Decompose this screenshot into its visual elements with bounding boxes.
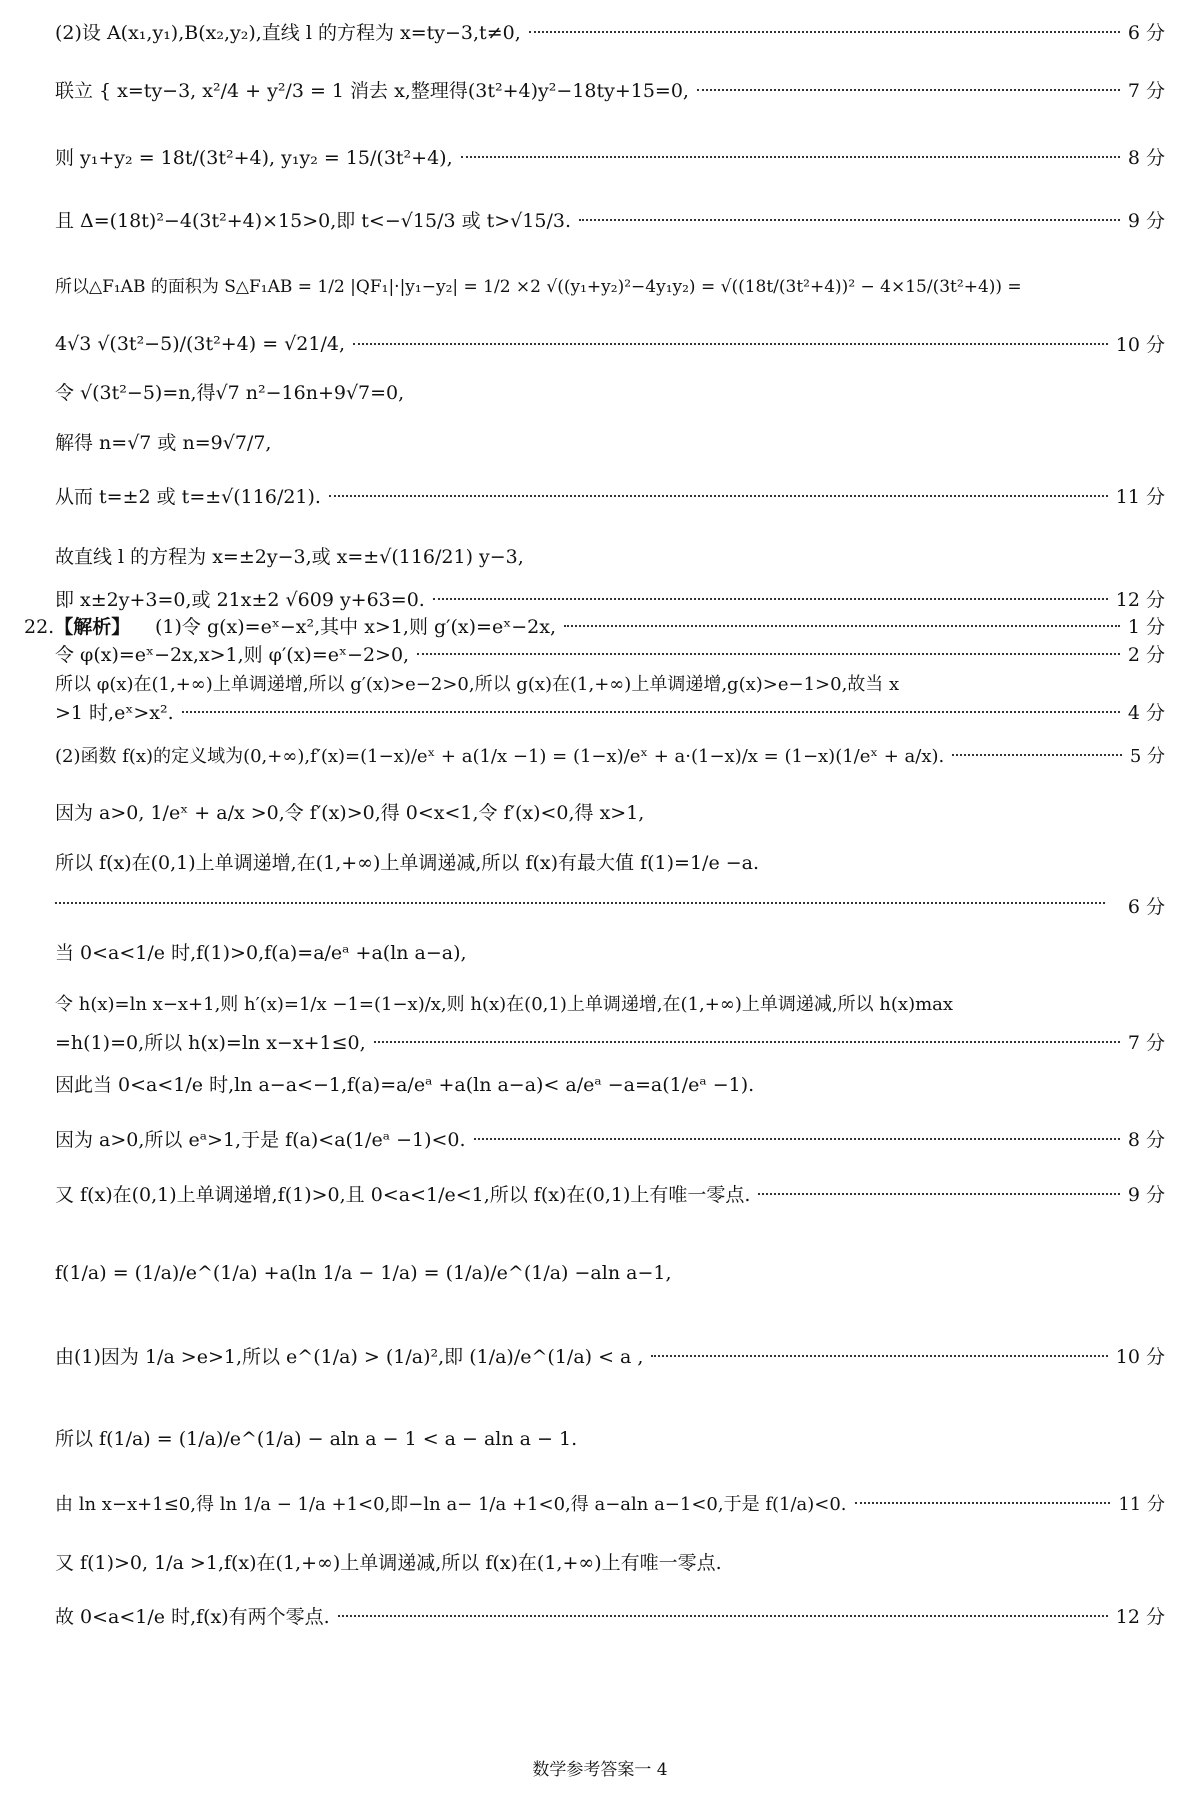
q21-line-4 [55,206,1165,233]
solution-text: >1 时,eˣ>x². [55,702,174,724]
solution-text: f(1/a) = (1/a)/e^(1/a) +a(ln 1/a − 1/a) = (1/a)/e^(1/a) −aln a−1, [55,1262,672,1284]
solution-text: 4√3 √(3t²−5)/(3t²+4) = √21/4, [55,332,345,355]
solution-text: 所以 f(1/a) = (1/a)/e^(1/a) − aln a − 1 < a − aln a − 1. [55,1428,578,1450]
q22-line-4 [55,698,1165,725]
q22-line-1 [155,612,1165,639]
score-label: 10 分 [1115,334,1165,356]
leader-dots [529,31,1120,33]
solution-text: 由(1)因为 1/a >e>1,所以 e^(1/a) > (1/a)²,即 (1/a)/e^(1/a) < a , [55,1346,644,1368]
q21-line-11 [55,585,1165,612]
q21-line-5 [55,272,1165,297]
solution-text: 因为 a>0,所以 eᵃ>1,于是 f(a)<a(1/eᵃ −1)<0. [55,1129,466,1151]
question-number-text: 22. [24,616,55,638]
leader-dots [329,495,1108,497]
q22-line-7 [55,848,1165,875]
leader-dots [579,219,1120,221]
leader-dots [758,1193,1119,1195]
score-label: 7 分 [1127,80,1165,102]
leader-dots [55,902,1105,904]
q21-line-3 [55,143,1165,170]
leader-dots [651,1355,1107,1357]
score-label: 5 分 [1129,746,1165,767]
leader-dots [182,711,1120,713]
score-label: 6 分 [1127,896,1165,918]
q22-line-13 [55,1125,1165,1152]
q22-line-18 [55,1490,1165,1516]
solution-text: 且 Δ=(18t)²−4(3t²+4)×15>0,即 t<−√15/3 或 t>√15/3. [55,210,571,232]
leader-dots [952,754,1122,756]
q21-line-9 [55,482,1165,509]
q22-line-19 [55,1548,1165,1575]
score-label: 8 分 [1127,1129,1165,1151]
leader-dots [433,598,1108,600]
q22-line-6 [55,798,1165,825]
q21-line-7 [55,378,1165,405]
leader-dots [855,1502,1111,1504]
solution-text: 故 0<a<1/e 时,f(x)有两个零点. [55,1606,330,1628]
solution-text: 即 x±2y+3=0,或 21x±2 √609 y+63=0. [55,589,425,611]
solution-text: 所以△F₁AB 的面积为 S△F₁AB = 1/2 |QF₁|·|y₁−y₂| = 1/2 ×2 √((y₁+y₂)²−4y₁y₂) = √((18t/(3t²+4))² − 4×15/(3t²+4)) = [55,277,1022,297]
q22-line-20 [55,1602,1165,1629]
leader-dots [474,1138,1120,1140]
solution-text: 则 y₁+y₂ = 18t/(3t²+4), y₁y₂ = 15/(3t²+4), [55,147,453,169]
q22-line-2 [55,640,1165,667]
score-label: 1 分 [1127,616,1165,638]
solution-text: (2)设 A(x₁,y₁),B(x₂,y₂),直线 l 的方程为 x=ty−3,t≠0, [55,22,521,44]
solution-text: 令 φ(x)=eˣ−2x,x>1,则 φ′(x)=eˣ−2>0, [55,644,410,666]
q22-line-5 [55,742,1165,768]
q22-line-11 [55,1028,1165,1055]
q22-line-3 [55,670,1165,696]
score-label: 12 分 [1115,589,1165,611]
solution-text: 所以 φ(x)在(1,+∞)上单调递增,所以 g′(x)>e−2>0,所以 g(x)在(1,+∞)上单调递增,g(x)>e−1>0,故当 x [55,674,900,695]
leader-dots [697,89,1120,91]
score-label: 6 分 [1127,22,1165,44]
score-label: 4 分 [1127,702,1165,724]
leader-dots [564,625,1120,627]
solution-text: =h(1)=0,所以 h(x)=ln x−x+1≤0, [55,1032,366,1054]
page-footer: 数学参考答案一 4 [532,1760,668,1780]
score-label: 2 分 [1127,644,1165,666]
leader-dots [374,1041,1120,1043]
q22-line-15 [55,1262,1165,1284]
question-number [24,612,130,639]
solution-text: 故直线 l 的方程为 x=±2y−3,或 x=±√(116/21) y−3, [55,546,524,568]
q21-line-2 [55,76,1165,103]
leader-dots [338,1615,1108,1617]
solution-text: 因为 a>0, 1/eˣ + a/x >0,令 f′(x)>0,得 0<x<1,令 f′(x)<0,得 x>1, [55,802,645,824]
solution-text: 联立 { x=ty−3, x²/4 + y²/3 = 1 消去 x,整理得(3t²+4)y²−18ty+15=0, [55,80,689,102]
score-label: 11 分 [1118,1494,1165,1515]
q21-line-10 [55,542,1165,569]
score-label: 10 分 [1115,1346,1165,1368]
q21-line-1 [55,18,1165,45]
analysis-tag: 【解析】 [54,616,131,638]
score-label: 9 分 [1127,210,1165,232]
q21-line-8 [55,428,1165,455]
q21-line-6 [55,330,1165,357]
leader-dots [417,653,1120,655]
q22-line-16 [55,1342,1165,1369]
solution-text: 从而 t=±2 或 t=±√(116/21). [55,486,321,508]
leader-dots [353,343,1108,345]
solution-text: 又 f(1)>0, 1/a >1,f(x)在(1,+∞)上单调递减,所以 f(x)在(1,+∞)上有唯一零点. [55,1552,722,1574]
solution-text: 当 0<a<1/e 时,f(1)>0,f(a)=a/eᵃ +a(ln a−a), [55,942,467,964]
q22-line-12 [55,1070,1165,1097]
solution-text: 所以 f(x)在(0,1)上单调递增,在(1,+∞)上单调递减,所以 f(x)有最大值 f(1)=1/e −a. [55,852,760,874]
solution-text: 令 h(x)=ln x−x+1,则 h′(x)=1/x −1=(1−x)/x,则 h(x)在(0,1)上单调递增,在(1,+∞)上单调递减,所以 h(x)max [55,994,954,1015]
solution-text: (2)函数 f(x)的定义域为(0,+∞),f′(x)=(1−x)/eˣ + a(1/x −1) = (1−x)/eˣ + a·(1−x)/x = (1−x)(1/eˣ + a/x). [55,746,945,767]
score-label: 7 分 [1127,1032,1165,1054]
solution-text: 由 ln x−x+1≤0,得 ln 1/a − 1/a +1<0,即−ln a− 1/a +1<0,得 a−aln a−1<0,于是 f(1/a)<0. [55,1494,847,1515]
leader-dots [461,156,1120,158]
solution-text: 又 f(x)在(0,1)上单调递增,f(1)>0,且 0<a<1/e<1,所以 f(x)在(0,1)上有唯一零点. [55,1184,751,1206]
q22-line-10 [55,990,1165,1016]
score-label: 8 分 [1127,147,1165,169]
solution-text: 因此当 0<a<1/e 时,ln a−a<−1,f(a)=a/eᵃ +a(ln a−a)< a/eᵃ −a=a(1/eᵃ −1). [55,1074,755,1096]
solution-text: (1)令 g(x)=eˣ−x²,其中 x>1,则 g′(x)=eˣ−2x, [155,616,557,638]
score-label: 12 分 [1115,1606,1165,1628]
q22-line-9 [55,938,1165,965]
solution-text: 解得 n=√7 或 n=9√7/7, [55,432,272,454]
solution-text: 令 √(3t²−5)=n,得√7 n²−16n+9√7=0, [55,382,405,404]
score-label: 9 分 [1127,1184,1165,1206]
q22-line-17 [55,1424,1165,1451]
q22-line-14 [55,1180,1165,1207]
score-label: 11 分 [1115,486,1165,508]
